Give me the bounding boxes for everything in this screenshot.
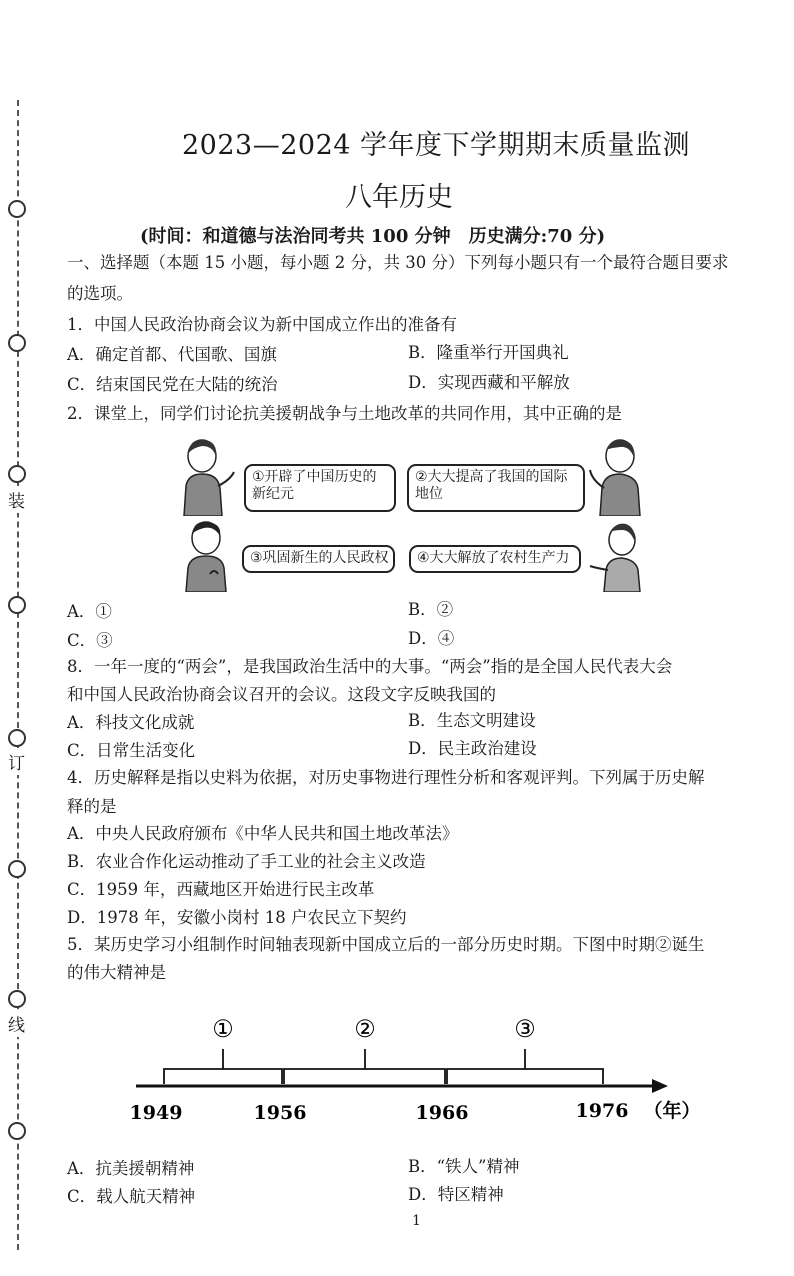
year-label-1949: 1949 <box>129 1102 183 1124</box>
binding-label-ding: 订 <box>8 748 25 775</box>
period-label-1: ① <box>212 1015 234 1043</box>
timeline-diagram <box>120 1005 720 1130</box>
q5-stem-line2: 的伟大精神是 <box>67 963 166 982</box>
q2-option-a: A．① <box>67 602 112 621</box>
q5-stem-line1: 5．某历史学习小组制作时间轴表现新中国成立后的一部分历史时期。下图中时期②诞生 <box>67 935 705 954</box>
q4-option-a: A．中央人民政府颁布《中华人民共和国土地改革法》 <box>67 824 459 843</box>
period-bracket-1 <box>164 1069 282 1084</box>
exam-title: 2023—2024 学年度下学期期末质量监测 <box>182 130 691 161</box>
binding-hole-icon <box>8 334 26 352</box>
q1-option-a: A．确定首都、代国歌、国旗 <box>67 345 277 364</box>
student-figure-icon <box>586 436 644 516</box>
binding-hole-icon <box>8 729 26 747</box>
exam-info: (时间：和道德与法治同考共 100 分钟 历史满分:70 分) <box>140 226 606 247</box>
q3-stem-line2: 和中国人民政治协商会议召开的会议。这段文字反映我国的 <box>67 685 496 704</box>
q5-option-d: D．特区精神 <box>408 1185 504 1204</box>
q5-option-c: C．载人航天精神 <box>67 1187 196 1206</box>
binding-hole-icon <box>8 465 26 483</box>
binding-hole-icon <box>8 200 26 218</box>
section-instruction-line1: 一、选择题（本题 15 小题，每小题 2 分，共 30 分）下列每小题只有一个最符合题目要求 <box>67 253 729 272</box>
student-figure-icon <box>588 520 646 592</box>
q3-option-d: D．民主政治建设 <box>408 739 537 758</box>
period-label-3: ③ <box>514 1015 536 1043</box>
binding-label-zhuang: 装 <box>8 486 25 513</box>
binding-hole-icon <box>8 860 26 878</box>
q1-option-d: D．实现西藏和平解放 <box>408 373 570 392</box>
year-label-1976: 1976 <box>575 1100 629 1122</box>
section-instruction-line2: 的选项。 <box>67 284 133 303</box>
q4-stem-line1: 4．历史解释是指以史料为依据，对历史事物进行理性分析和客观评判。下列属于历史解 <box>67 768 705 787</box>
q4-stem-line2: 释的是 <box>67 797 117 816</box>
q2-option-b: B．② <box>408 600 454 619</box>
year-label-1956: 1956 <box>253 1102 307 1124</box>
period-bracket-2 <box>284 1069 445 1084</box>
exam-subject: 八年历史 <box>345 182 453 213</box>
q3-option-b: B．生态文明建设 <box>408 711 536 730</box>
timeline-arrow-icon <box>652 1079 668 1093</box>
year-unit-label: （年） <box>643 1100 701 1122</box>
q2-option-d: D．④ <box>408 629 455 648</box>
q5-option-a: A．抗美援朝精神 <box>67 1159 195 1178</box>
period-bracket-3 <box>447 1069 603 1084</box>
q4-option-b: B．农业合作化运动推动了手工业的社会主义改造 <box>67 852 426 871</box>
year-label-1966: 1966 <box>415 1102 469 1124</box>
q3-stem-line1: 8．一年一度的“两会”，是我国政治生活中的大事。“两会”指的是全国人民代表大会 <box>67 657 673 676</box>
q4-option-d: D．1978 年，安徽小岗村 18 户农民立下契约 <box>67 908 407 927</box>
q5-option-b: B．“铁人”精神 <box>408 1157 520 1176</box>
binding-label-xian: 线 <box>8 1010 25 1037</box>
q1-option-b: B．隆重举行开国典礼 <box>408 343 569 362</box>
q1-option-c: C．结束国民党在大陆的统治 <box>67 375 278 394</box>
binding-hole-icon <box>8 596 26 614</box>
binding-hole-icon <box>8 1122 26 1140</box>
q1-stem: 1．中国人民政治协商会议为新中国成立作出的准备有 <box>67 315 457 334</box>
page-number: 1 <box>412 1213 421 1229</box>
period-label-2: ② <box>354 1015 376 1043</box>
q2-stem: 2．课堂上，同学们讨论抗美援朝战争与土地改革的共同作用，其中正确的是 <box>67 404 622 423</box>
binding-dashed-line <box>17 100 19 1250</box>
q3-option-a: A．科技文化成就 <box>67 713 195 732</box>
q3-option-c: C．日常生活变化 <box>67 741 196 760</box>
student-figure-icon <box>178 436 236 516</box>
student-figure-icon <box>180 518 238 592</box>
speech-bubble-4: ④大大解放了农村生产力 <box>409 545 581 573</box>
speech-bubble-3: ③巩固新生的人民政权 <box>242 545 395 573</box>
q4-option-c: C．1959 年，西藏地区开始进行民主改革 <box>67 880 375 899</box>
binding-hole-icon <box>8 990 26 1008</box>
speech-bubble-1: ①开辟了中国历史的新纪元 <box>244 464 396 512</box>
speech-bubble-2: ②大大提高了我国的国际地位 <box>407 464 585 512</box>
q2-option-c: C．③ <box>67 631 113 650</box>
